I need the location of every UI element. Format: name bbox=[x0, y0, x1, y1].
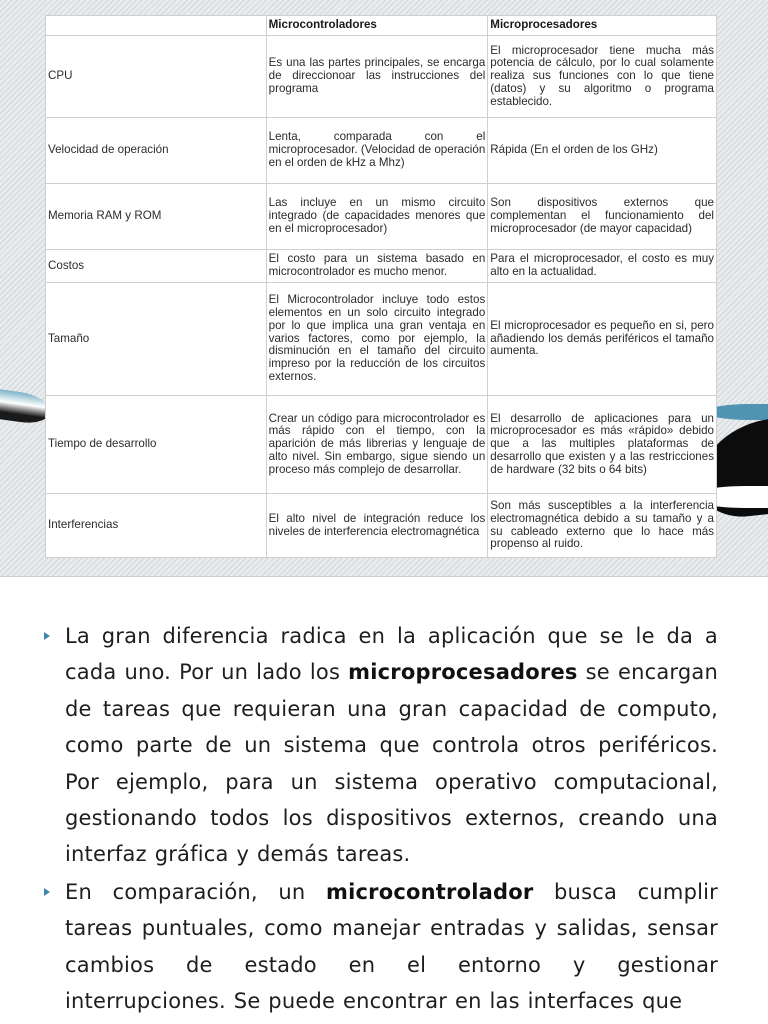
microprocessor-cell: Son dispositivos externos que complementan el funcionamiento del microprocesador (de mayor capacidad) bbox=[488, 184, 717, 250]
microprocessor-cell: Para el microprocesador, el costo es muy alto en la actualidad. bbox=[488, 250, 717, 283]
bullet-bold-term: microprocesadores bbox=[348, 660, 578, 685]
row-label: Tamaño bbox=[46, 283, 267, 396]
bullet-text: busca cumplir tareas puntuales, como manejar entradas y salidas, sensar cambios de estado en el entorno y gestionar interrupciones. Se puede encontrar en las interfaces que bbox=[65, 879, 718, 1014]
bullet-item bbox=[44, 874, 718, 1020]
row-label: Interferencias bbox=[46, 494, 267, 558]
bullet-list bbox=[44, 618, 718, 1020]
microcontroller-cell: El alto nivel de integración reduce los niveles de interferencia electromagnética bbox=[266, 494, 488, 558]
row-label: Memoria RAM y ROM bbox=[46, 184, 267, 250]
header-feature bbox=[46, 16, 267, 36]
table-header-row bbox=[46, 16, 717, 36]
microprocessor-cell: Son más susceptibles a la interferencia electromagnética debido a su tamaño y a su cableado externo que lo hace más propenso al ruido. bbox=[488, 494, 717, 558]
row-label: Tiempo de desarrollo bbox=[46, 396, 267, 494]
microcontroller-cell: El costo para un sistema basado en microcontrolador es mucho menor. bbox=[266, 250, 488, 283]
microcontroller-cell: El Microcontrolador incluye todo estos elementos en un solo circuito integrado por lo que implica una gran ventaja en varios factores, como por ejemplo, la disminución en el tamaño del circuito impreso por la reducción de los circuitos externos. bbox=[266, 283, 488, 396]
row-label: Velocidad de operación bbox=[46, 118, 267, 184]
table-row bbox=[46, 118, 717, 184]
microprocessor-cell: El desarrollo de aplicaciones para un microprocesador es más «rápido» debido que a las multiples plataformas de desarrollo que existen y a las restricciones de hardware (32 bits o 64 bits) bbox=[488, 396, 717, 494]
table-row bbox=[46, 396, 717, 494]
header-microprocesadores: Microprocesadores bbox=[488, 16, 717, 36]
table-row bbox=[46, 283, 717, 396]
row-label: Costos bbox=[46, 250, 267, 283]
table-row bbox=[46, 494, 717, 558]
bullet-text: La gran diferencia radica en la aplicación que se le da a cada uno. Por un lado los bbox=[65, 624, 718, 685]
bullet-text: se encargan de tareas que requieran una gran capacidad de computo, como parte de un sistema que controla otros periféricos. Por ejemplo, para un sistema operativo computacional, gestionando todos los dispositivos externos, creando una interfaz gráfica y demás tareas. bbox=[65, 660, 718, 867]
row-label: CPU bbox=[46, 36, 267, 118]
microprocessor-cell: El microprocesador tiene mucha más potencia de cálculo, por lo cual solamente realiza sus funciones con lo que tiene (datos) y su algoritmo o programa establecido. bbox=[488, 36, 717, 118]
triangle-bullet-icon bbox=[44, 888, 50, 896]
microcontroller-cell: Crear un código para microcontrolador es más rápido con el tiempo, con la aparición de más librerias y lenguaje de alto nivel. Sin embargo, sigue siendo un proceso más complejo de desarrollar. bbox=[266, 396, 488, 494]
bullet-text: En comparación, un bbox=[65, 879, 327, 904]
bullet-item bbox=[44, 618, 718, 873]
microcontroller-cell: Lenta, comparada con el microprocesador. (Velocidad de operación en el orden de kHz a Mhz) bbox=[266, 118, 488, 184]
table-row bbox=[46, 250, 717, 283]
comparison-table bbox=[45, 15, 717, 558]
table-row bbox=[46, 36, 717, 118]
table-row bbox=[46, 184, 717, 250]
microprocessor-cell: El microprocesador es pequeño en si, pero añadiendo los demás periféricos el tamaño aumenta. bbox=[488, 283, 717, 396]
bullet-bold-term: microcontrolador bbox=[326, 879, 534, 904]
triangle-bullet-icon bbox=[44, 632, 50, 640]
microcontroller-cell: Las incluye en un mismo circuito integrado (de capacidades menores que en el microprocesador) bbox=[266, 184, 488, 250]
header-microcontroladores: Microcontroladores bbox=[266, 16, 488, 36]
microcontroller-cell: Es una las partes principales, se encarga de direccionoar las instrucciones del programa bbox=[266, 36, 488, 118]
microprocessor-cell: Rápida (En el orden de los GHz) bbox=[488, 118, 717, 184]
